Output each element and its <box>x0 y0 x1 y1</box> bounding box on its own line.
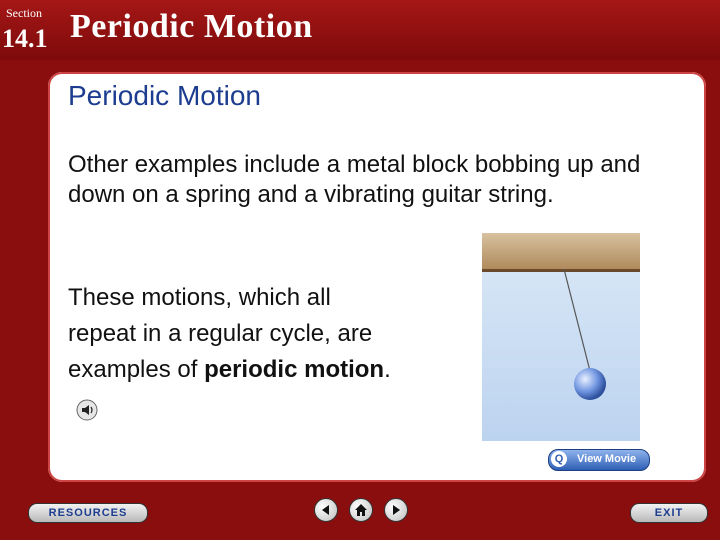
section-number: 14.1 <box>2 24 48 53</box>
pendulum-bob <box>574 368 606 400</box>
view-movie-button[interactable] <box>548 449 650 471</box>
left-arrow-icon[interactable] <box>314 498 338 522</box>
right-arrow-icon[interactable] <box>384 498 408 522</box>
pendulum-string <box>564 269 590 371</box>
quicktime-icon: Q <box>551 451 567 467</box>
home-icon[interactable] <box>349 498 373 522</box>
resources-button[interactable]: RESOURCES <box>28 503 148 523</box>
body-paragraph-2 <box>68 280 398 424</box>
body-paragraph-1: Other examples include a metal block bobbing up and down on a spring and a vibrating guitar string. <box>68 151 641 208</box>
view-movie-label: View Movie <box>577 453 637 465</box>
periodic-motion-term: periodic motion <box>204 356 385 383</box>
header-title: Periodic Motion <box>70 8 313 45</box>
paragraph-2-tail: . <box>384 356 391 383</box>
pendulum-animation <box>482 233 640 441</box>
section-label: Section <box>6 6 42 20</box>
paragraph-2-lead: These motions, which all repeat in a regular cycle, are examples of <box>68 284 373 383</box>
exit-button[interactable]: EXIT <box>630 503 708 523</box>
page-title: Periodic Motion <box>68 80 261 111</box>
speaker-icon[interactable] <box>76 396 98 418</box>
pendulum-graphic <box>482 233 640 441</box>
